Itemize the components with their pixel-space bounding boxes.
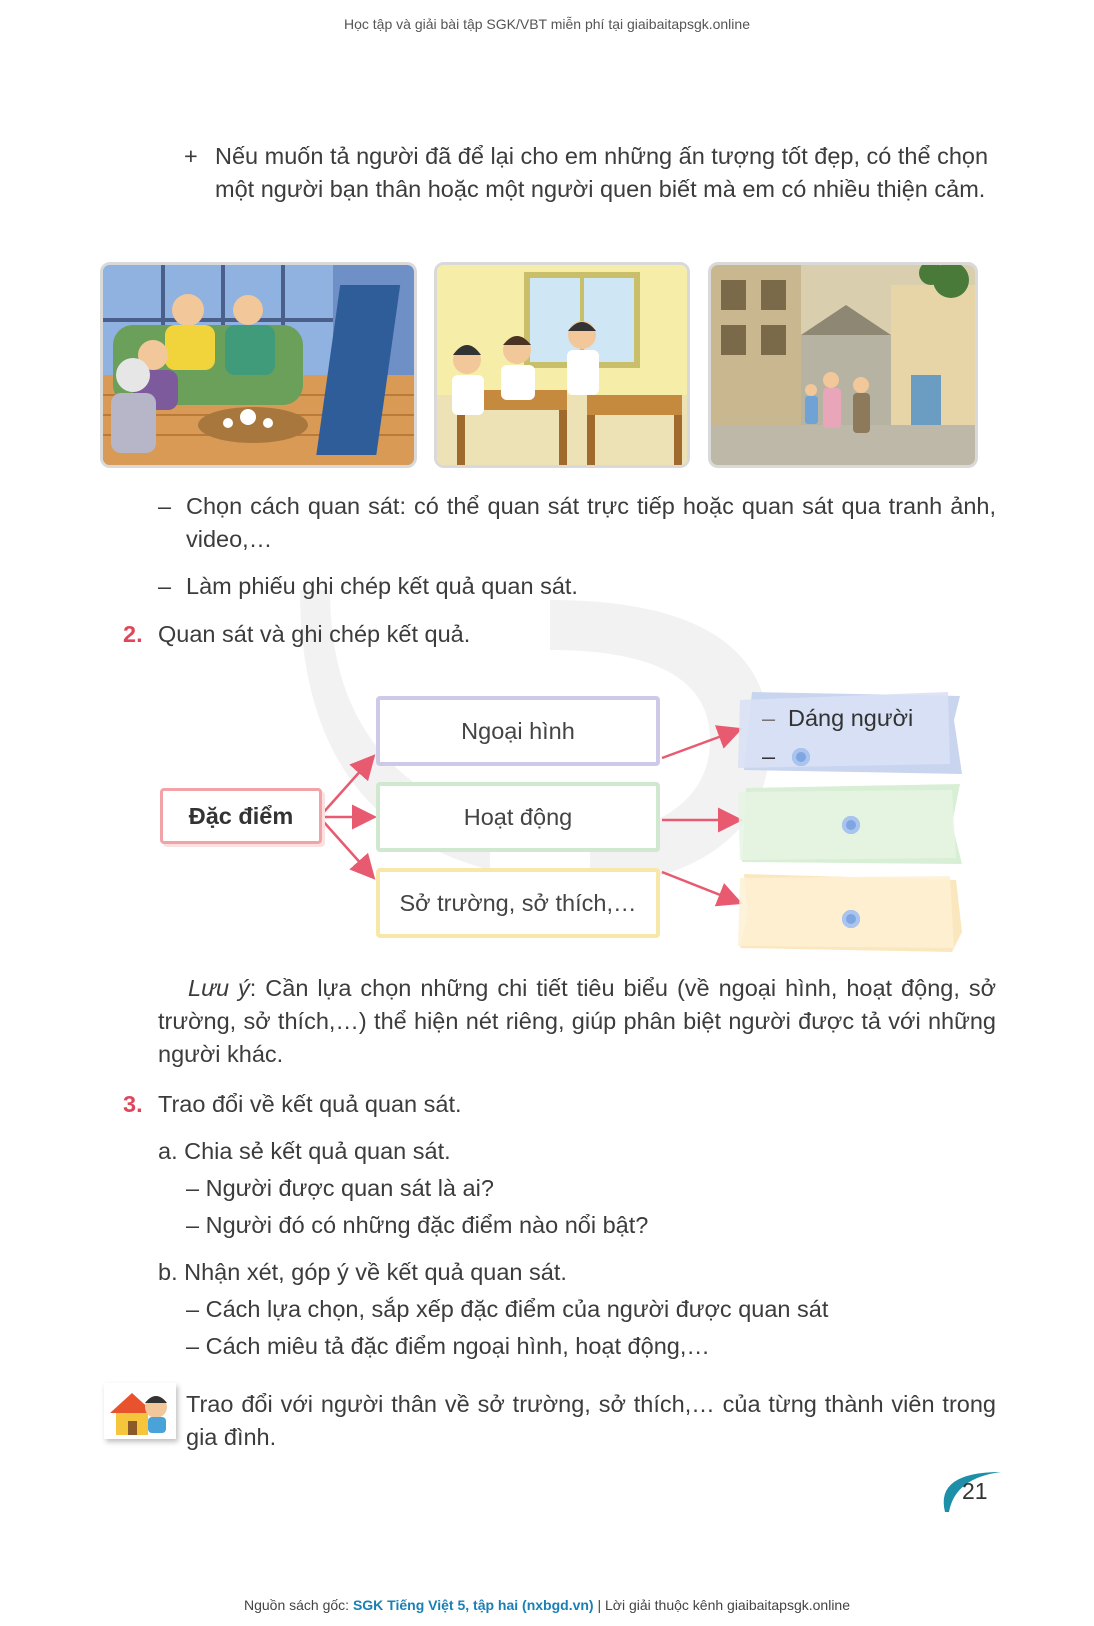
step-1-marker: – — [158, 493, 172, 519]
branch-label-so-truong: Sở trường, sở thích,… — [399, 890, 637, 916]
branch-box-so-truong — [376, 868, 660, 938]
branch-label-ngoai-hinh: Ngoại hình — [461, 718, 575, 744]
task-3a-item-1: – Người được quan sát là ai? — [186, 1175, 494, 1201]
task-3b-item-2: – Cách miêu tả đặc điểm ngoại hình, hoạt động,… — [186, 1333, 710, 1359]
task-3b-item-1: – Cách lựa chọn, sắp xếp đặc điểm của người được quan sát — [186, 1296, 829, 1322]
footer-suffix: | Lời giải thuộc kênh giaibaitapsgk.online — [593, 1597, 851, 1613]
flower-icon — [792, 748, 810, 766]
note-1-dash: – — [762, 705, 776, 731]
branch-label-hoat-dong: Hoạt động — [463, 804, 573, 830]
footer-source-link[interactable]: SGK Tiếng Việt 5, tập hai (nxbgd.vn) — [352, 1597, 594, 1613]
note-card-ngoai-hinh — [738, 690, 962, 776]
header-note: Học tập và giải bài tập SGK/VBT miễn phí tại giaibaitapsgk.online — [344, 16, 750, 32]
intro-marker: + — [184, 143, 198, 169]
flower-icon — [842, 816, 860, 834]
task-3b-label: b. Nhận xét, góp ý về kết quả quan sát. — [158, 1259, 567, 1285]
intro-text: Nếu muốn tả người đã để lại cho em những ấn tượng tốt đẹp, có thể chọn một người bạn thân hoặc một người quen biết mà em có nhiều thiện cảm. — [215, 143, 989, 202]
root-box-dac-diem — [160, 788, 322, 844]
note-1-first-line: Dáng người — [788, 705, 914, 731]
note-1-dash-2: – — [762, 743, 776, 769]
task-2-text: Quan sát và ghi chép kết quả. — [158, 621, 471, 647]
note-text: : Cần lựa chọn những chi tiết tiêu biểu (về ngoại hình, hoạt động, sở trường, sở thích,…) thể hiện nét riêng, giúp phân biệt người được tả với những người khác. — [158, 975, 997, 1067]
task-2-number: 2. — [123, 621, 143, 647]
flower-icon — [842, 910, 860, 928]
alley-street-illustration — [708, 262, 978, 468]
footer-prefix: Nguồn sách gốc: — [243, 1597, 353, 1613]
home-task-text: Trao đổi với người thân về sở trường, sở thích,… của từng thành viên trong gia đình. — [186, 1391, 996, 1450]
home-activity-icon — [104, 1383, 176, 1439]
task-3-number: 3. — [123, 1091, 143, 1117]
step-1-text: Chọn cách quan sát: có thể quan sát trực tiếp hoặc quan sát qua tranh ảnh, video,… — [186, 493, 996, 552]
footer-source — [0, 1597, 1094, 1613]
root-label: Đặc điểm — [188, 803, 294, 829]
classroom-students-illustration — [434, 262, 690, 468]
branch-box-ngoai-hinh — [376, 696, 660, 766]
note-label: Lưu ý — [188, 975, 250, 1001]
note-card-so-truong — [738, 872, 962, 954]
task-3-text: Trao đổi về kết quả quan sát. — [158, 1091, 462, 1117]
task-3a-item-2: – Người đó có những đặc điểm nào nổi bật? — [186, 1212, 649, 1238]
family-living-room-illustration — [100, 262, 417, 468]
step-2-text: Làm phiếu ghi chép kết quả quan sát. — [186, 573, 578, 599]
note-card-hoat-dong — [738, 784, 962, 866]
page-number: 21 — [962, 1478, 988, 1504]
task-3a-label: a. Chia sẻ kết quả quan sát. — [158, 1138, 451, 1164]
step-2-marker: – — [158, 573, 172, 599]
branch-box-hoat-dong — [376, 782, 660, 852]
note-paragraph — [158, 972, 996, 1071]
